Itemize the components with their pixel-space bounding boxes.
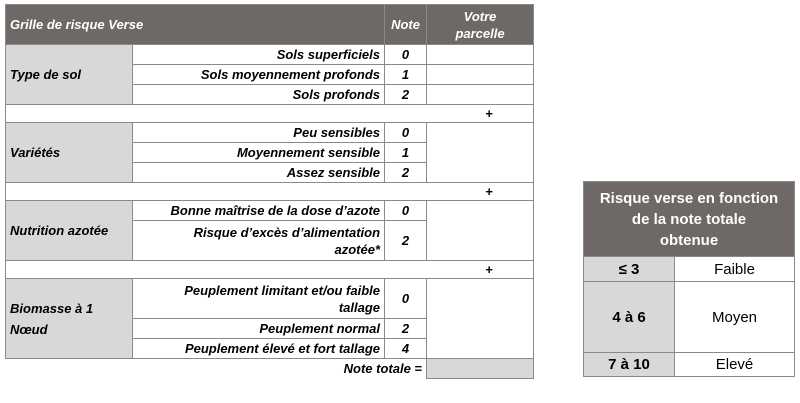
item-label (133, 279, 385, 319)
scale-range: 4 à 6 (584, 282, 675, 353)
scale-header-line1: Risque verse en fonction (599, 189, 779, 207)
risk-grid-table (5, 4, 534, 379)
category-line2: Nœud (10, 321, 48, 337)
parcel-header-line2: parcelle (455, 25, 505, 41)
category-biomasse (6, 279, 133, 359)
item-note: 1 (385, 143, 427, 163)
item-label: Peuplement normal (133, 319, 385, 339)
category-nutrition-azotee: Nutrition azotée (6, 201, 133, 261)
table-row (6, 45, 534, 65)
total-input-cell[interactable] (427, 359, 534, 379)
item-label: Sols moyennement profonds (133, 65, 385, 85)
note-column-header: Note (385, 5, 427, 45)
scale-header-line2: de la note totale (631, 210, 747, 228)
table-row (6, 279, 534, 319)
scale-row (584, 353, 795, 377)
grid-header-row (6, 5, 534, 45)
item-label: Sols profonds (133, 85, 385, 105)
scale-header-row (584, 182, 795, 257)
item-note: 2 (385, 85, 427, 105)
parcel-input-cell[interactable] (427, 279, 534, 359)
parcel-input-cell[interactable] (427, 45, 534, 65)
table-row (6, 123, 534, 143)
item-note: 2 (385, 163, 427, 183)
item-label (133, 221, 385, 261)
category-varietes: Variétés (6, 123, 133, 183)
plus-sign: + (6, 261, 534, 279)
plus-row (6, 261, 534, 279)
total-label: Note totale = (343, 361, 423, 377)
scale-row (584, 282, 795, 353)
scale-range: ≤ 3 (584, 257, 675, 282)
item-note: 0 (385, 123, 427, 143)
item-label-line1: Peuplement limitant et/ou faible (184, 282, 381, 298)
item-label-line1: Risque d’excès d’alimentation (193, 224, 381, 240)
plus-sign: + (6, 105, 534, 123)
plus-row (6, 105, 534, 123)
category-line1: Biomasse à 1 (10, 300, 94, 316)
scale-level: Elevé (675, 353, 795, 377)
item-label: Peuplement élevé et fort tallage (133, 339, 385, 359)
item-label-line2: tallage (338, 299, 381, 315)
item-note: 0 (385, 201, 427, 221)
category-type-de-sol: Type de sol (6, 45, 133, 105)
parcel-header-line1: Votre (463, 8, 497, 24)
parcel-input-cell[interactable] (427, 85, 534, 105)
scale-level: Moyen (675, 282, 795, 353)
plus-row (6, 183, 534, 201)
item-note: 0 (385, 45, 427, 65)
item-note: 4 (385, 339, 427, 359)
plus-sign: + (6, 183, 534, 201)
item-label-line2: azotée* (334, 241, 381, 257)
item-note: 1 (385, 65, 427, 85)
parcel-input-cell[interactable] (427, 123, 534, 183)
item-label: Assez sensible (133, 163, 385, 183)
item-note: 2 (385, 319, 427, 339)
risk-scale-table (583, 181, 795, 377)
scale-range: 7 à 10 (584, 353, 675, 377)
item-label: Bonne maîtrise de la dose d’azote (133, 201, 385, 221)
item-label: Peu sensibles (133, 123, 385, 143)
item-note: 2 (385, 221, 427, 261)
parcel-column-header (427, 5, 534, 45)
parcel-input-cell[interactable] (427, 65, 534, 85)
item-label: Moyennement sensible (133, 143, 385, 163)
grid-title: Grille de risque Verse (6, 5, 385, 45)
item-label: Sols superficiels (133, 45, 385, 65)
total-row (6, 359, 534, 379)
table-row (6, 201, 534, 221)
scale-level: Faible (675, 257, 795, 282)
parcel-input-cell[interactable] (427, 201, 534, 261)
scale-row (584, 257, 795, 282)
scale-header-line3: obtenue (659, 231, 719, 249)
scale-header (584, 182, 795, 257)
item-note: 0 (385, 279, 427, 319)
